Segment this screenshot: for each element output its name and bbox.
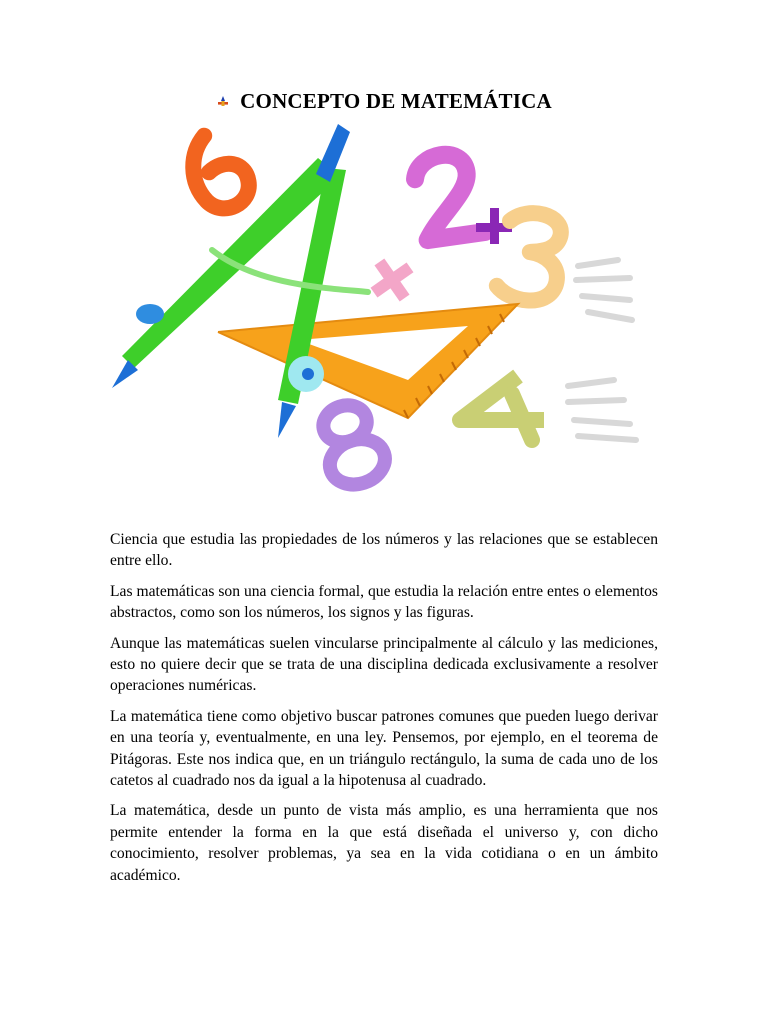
number-two-shape xyxy=(412,151,485,241)
paragraph-3: Aunque las matemáticas suelen vincularse principalmente al cálculo y las mediciones, esto no quiere decir que se trata de una disciplina dedicada exclusivamente a resolver operaciones numéricas. xyxy=(110,634,658,695)
number-four-shape xyxy=(460,376,544,440)
page-title: CONCEPTO DE MATEMÁTICA xyxy=(240,88,552,113)
math-tools-illustration xyxy=(108,118,726,502)
times-sign-shape xyxy=(369,257,415,303)
body-text xyxy=(110,529,658,895)
number-three-shape xyxy=(495,209,565,304)
arrow-bullet-icon xyxy=(216,94,230,108)
number-six-shape xyxy=(182,127,256,216)
grey-strokes-shape xyxy=(568,260,636,440)
paragraph-2: Las matemáticas son una ciencia formal, que estudia la relación entre entes o elementos abstractos, como son los números, los signos y las figuras. xyxy=(110,582,658,622)
title-row xyxy=(0,86,768,116)
paragraph-5: La matemática, desde un punto de vista más amplio, es una herramienta que nos permite entender la forma en la que está diseñada el universo y, con dicho conocimiento, resolver problemas, ya sea en la vida cotidiana o en un ámbito académico. xyxy=(110,802,658,884)
paragraph-4: La matemática tiene como objetivo buscar patrones comunes que pueden luego derivar en una teoría y, eventualmente, en una ley. Pensemos, por ejemplo, en el teorema de Pitágoras. Este nos indica que, en un triángulo rectángulo, la suma de cada uno de los catetos al cuadrado nos da igual a la hipotenusa al cuadrado. xyxy=(110,707,658,790)
number-eight-shape xyxy=(313,398,391,491)
paragraph-1: Ciencia que estudia las propiedades de los números y las relaciones que se establecen entre ello. xyxy=(110,531,658,570)
